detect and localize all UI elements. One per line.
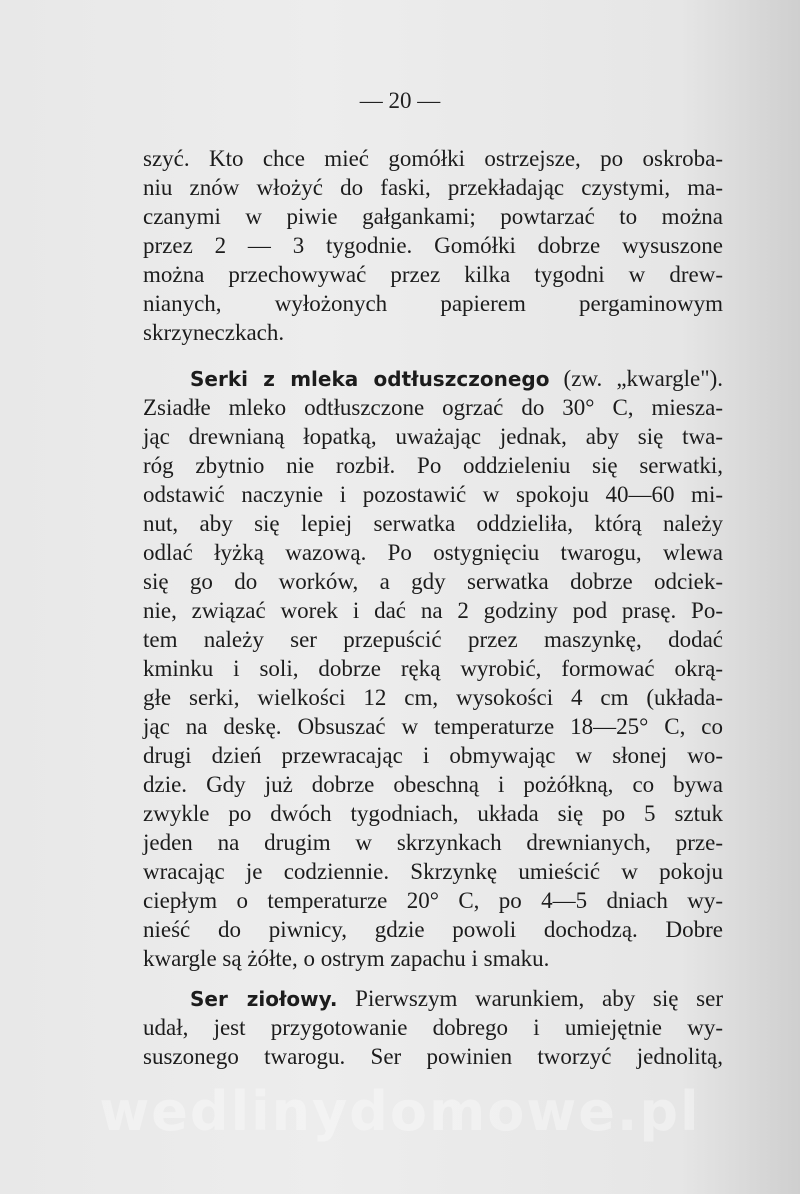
text-line: przez 2 — 3 tygodnie. Gomółki dobrze wysuszone (143, 233, 723, 258)
text-line: skrzyneczkach. (143, 320, 285, 345)
paragraph-serki-kwargle (143, 364, 723, 973)
text-line: odstawić naczynie i pozostawić w spokoju 40—60 mi- (143, 482, 723, 507)
section-heading-line (143, 364, 723, 393)
text-line: można przechowywać przez kilka tygodni w drew- (143, 262, 723, 287)
text-line: nut, aby się lepiej serwatka oddzieliła, którą należy (143, 511, 723, 536)
text-line: się go do worków, a gdy serwatka dobrze odciek- (143, 569, 723, 594)
text-line: dzie. Gdy już dobrze obeschną i pożółkną, co bywa (143, 772, 723, 797)
text-line: suszonego twarogu. Ser powinien tworzyć jednolitą, (143, 1044, 723, 1069)
watermark: wedlinydomowe.pl (99, 1080, 701, 1143)
text-line: szyć. Kto chce mieć gomółki ostrzejsze, po oskroba- (143, 146, 723, 171)
text-line: nie, związać worek i dać na 2 godziny pod prasę. Po- (143, 598, 723, 623)
text-line: róg zbytnio nie rozbił. Po oddzieleniu się serwatki, (143, 453, 723, 478)
text-line: nianych, wyłożonych papierem pergaminowym (143, 291, 723, 316)
text-line: czanymi w piwie gałgankami; powtarzać to można (143, 204, 723, 229)
section-heading-note: (zw. „kwargle"). (563, 366, 724, 391)
paragraph-body (143, 393, 723, 973)
text-line: jąc drewnianą łopatką, uważając jednak, aby się twa- (143, 424, 723, 449)
text-line: jąc na deskę. Obsuszać w temperaturze 18—25° C, co (143, 714, 723, 739)
text-line: tem należy ser przepuścić przez maszynkę, dodać (143, 627, 723, 652)
text-line: wracając je codziennie. Skrzynkę umieścić w pokoju (143, 859, 723, 884)
text-line: udał, jest przygotowanie dobrego i umiejętnie wy- (143, 1015, 723, 1040)
text-line: głe serki, wielkości 12 cm, wysokości 4 cm (układa- (143, 685, 723, 710)
paragraph-gomolki-continuation (143, 144, 723, 347)
paragraph-body (143, 1013, 723, 1071)
page-number: — 20 — (359, 88, 441, 113)
text-line: kwargle są żółte, o ostrym zapachu i smaku. (143, 946, 550, 971)
section-heading-ser-ziolowy: Ser ziołowy. (190, 987, 338, 1011)
text-line: kminku i soli, dobrze ręką wyrobić, formować okrą- (143, 656, 723, 681)
text-line: Zsiadłe mleko odtłuszczone ogrzać do 30° C, miesza- (143, 395, 723, 420)
text-line: nieść do piwnicy, gdzie powoli dochodzą. Dobre (143, 917, 723, 942)
paragraph-ser-ziolowy (143, 984, 723, 1071)
text-line: zwykle po dwóch tygodniach, układa się po 5 sztuk (143, 801, 723, 826)
section-heading-serki: Serki z mleka odtłuszczonego (190, 367, 550, 391)
section-heading-line (143, 984, 723, 1013)
text-line: jeden na drugim w skrzynkach drewnianych, prze- (143, 830, 723, 855)
text-line: drugi dzień przewracając i obmywając w słonej wo- (143, 743, 723, 768)
text-line: niu znów włożyć do faski, przekładając czystymi, ma- (143, 175, 723, 200)
text-line: odlać łyżką wazową. Po ostygnięciu twarogu, wlewa (143, 540, 723, 565)
paragraph-first-line-text: Pierwszym warunkiem, aby się ser (355, 986, 724, 1011)
text-line: ciepłym o temperaturze 20° C, po 4—5 dniach wy- (143, 888, 723, 913)
